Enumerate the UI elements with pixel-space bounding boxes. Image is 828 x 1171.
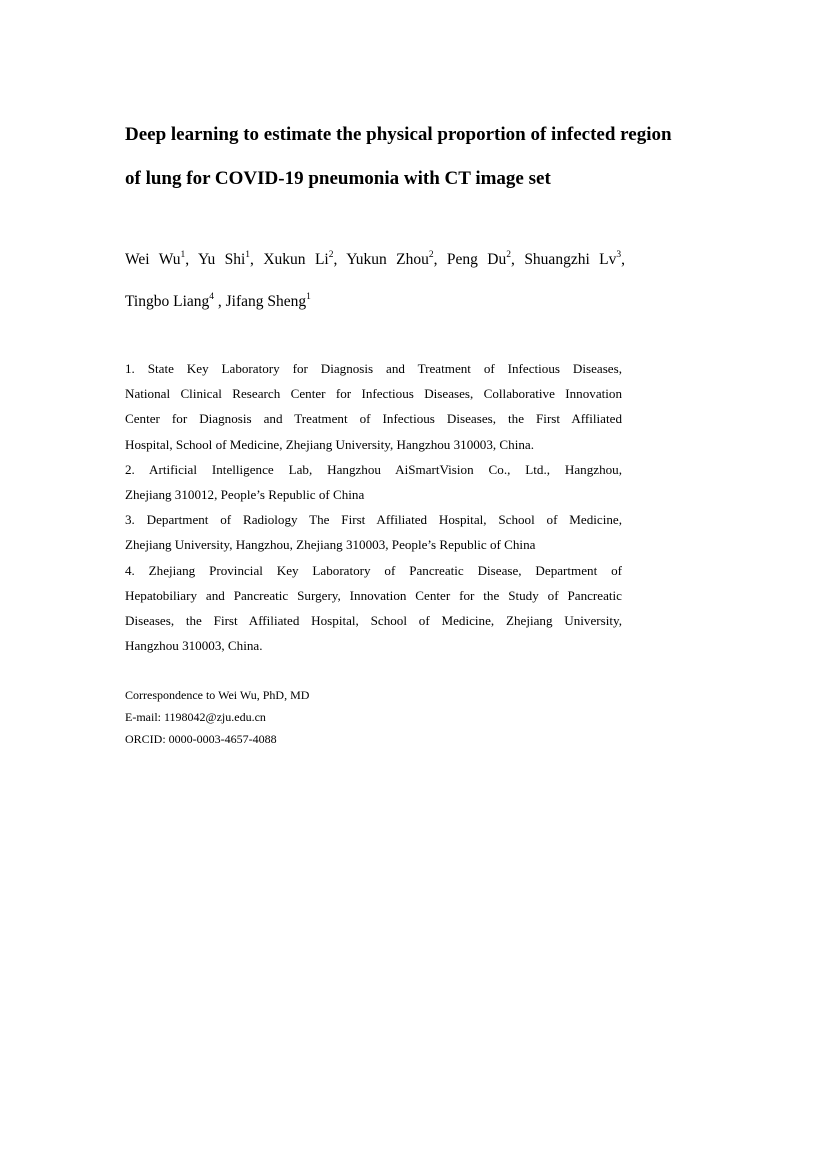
correspondence-contact: Correspondence to Wei Wu, PhD, MD <box>125 688 310 702</box>
affiliation-marker: 2 <box>328 250 334 260</box>
affiliation-marker: 4 <box>209 292 215 303</box>
author: Wei Wu$^1$, <box>125 250 198 269</box>
affiliation-marker: 3 <box>616 250 622 260</box>
paper-title <box>125 113 715 201</box>
affiliation-line: National Clinical Research Center for Infectious Diseases, Collaborative Innovation <box>125 386 622 402</box>
affiliation-line: 1. State Key Laboratory for Diagnosis and Treatment of Infectious Diseases, <box>125 361 622 376</box>
affiliation-line: Hepatobiliary and Pancreatic Surgery, Innovation Center for the Study of Pancreatic <box>125 587 622 603</box>
author: Shuangzhi Lv$^3$, <box>524 250 626 269</box>
correspondence-email: E-mail: 1198042@zju.edu.cn <box>125 710 266 724</box>
affiliation-line: Zhejiang 310012, People’s Republic of China <box>125 487 365 503</box>
author: Yukun Zhou$^2$, <box>346 250 447 269</box>
author-line-1 <box>125 237 625 279</box>
author: Tingbo Liang$^4$ , <box>125 292 226 311</box>
affiliation-list <box>125 356 622 658</box>
author-line-2 <box>125 279 625 321</box>
title-line-1: Deep learning to estimate the physical proportion of infected region <box>125 124 672 145</box>
affiliation-marker: 1 <box>306 292 311 303</box>
affiliation-line: 3. Department of Radiology The First Affiliated Hospital, School of Medicine, <box>125 512 622 528</box>
affiliation-4 <box>125 558 622 659</box>
affiliation-line: Center for Diagnosis and Treatment of Infectious Diseases, the First Affiliated <box>125 411 622 427</box>
affiliation-marker: 1 <box>180 250 186 260</box>
affiliation-3 <box>125 507 622 557</box>
affiliation-2 <box>125 457 622 507</box>
author: Peng Du$^2$, <box>446 250 525 269</box>
affiliation-line: 4. Zhejiang Provincial Key Laboratory of Pancreatic Disease, Department of <box>125 562 622 578</box>
author: Yu Shi$^1$, <box>197 250 264 269</box>
affiliation-line: 2. Artificial Intelligence Lab, Hangzhou AiSmartVision Co., Ltd., Hangzhou, <box>125 461 622 477</box>
title-line-2: of lung for COVID-19 pneumonia with CT image set <box>125 168 551 189</box>
affiliation-marker: 2 <box>506 250 512 260</box>
author-list <box>125 237 625 321</box>
correspondence-orcid: ORCID: 0000-0003-4657-4088 <box>125 732 277 746</box>
author: Jifang Sheng$^1$ <box>225 292 311 311</box>
affiliation-line: Zhejiang University, Hangzhou, Zhejiang 310003, People’s Republic of China <box>125 537 536 553</box>
author: Xukun Li$^2$, <box>263 250 347 269</box>
affiliation-line: Hangzhou 310003, China. <box>125 638 263 654</box>
affiliation-marker: 2 <box>428 250 434 260</box>
affiliation-line: Diseases, the First Affiliated Hospital, School of Medicine, Zhejiang University, <box>125 613 622 629</box>
affiliation-marker: 1 <box>245 250 251 260</box>
affiliation-line: Hospital, School of Medicine, Zhejiang University, Hangzhou 310003, China. <box>125 436 534 452</box>
affiliation-1 <box>125 356 622 457</box>
correspondence-block <box>125 684 525 750</box>
